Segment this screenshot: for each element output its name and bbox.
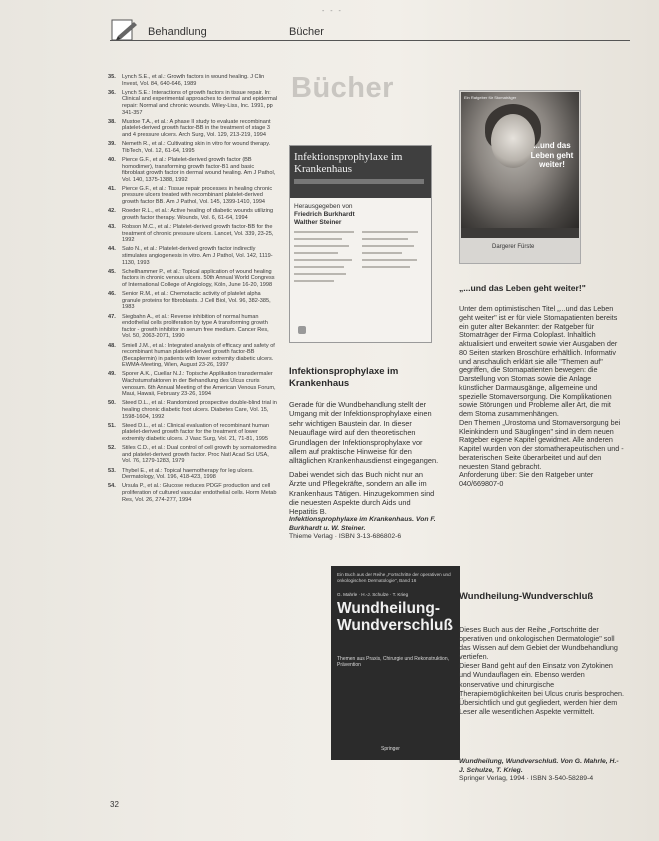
reference-item [108,483,278,503]
reference-number: 47. [108,313,116,320]
reference-item [108,343,278,369]
cover-text-line [362,238,408,240]
reference-text: Schellhammer P., et al.: Topical application of wound healing factors in chronic venous ulcers. 50th Annual World Congress of International College of Angiology, Köln, June 16-20, 1998 [122,268,275,288]
cover-authors: G. Mahrle · H.-J. Schulze · T. Krieg [337,592,409,597]
reference-text: Nemeth R., et al.: Cultivating skin in vitro for wound therapy. TibTech, Vol. 12, 61-64, 1995 [122,141,271,154]
reference-number: 49. [108,371,116,378]
cover-text-line [362,259,417,261]
reference-text: Thybel E., et al.: Topical haemotherapy for leg ulcers. Dermatology, Vol. 196, 418-423, 1998 [122,467,254,481]
reference-number: 45. [108,268,116,275]
cover-text-line [294,238,342,240]
reference-number: 53. [108,467,116,474]
reference-text: Smiell J.M., et al.: Integrated analysis of efficacy and safety of recombinant human platelet-derived growth factor-BB (Becaplermin) in patients with lower extremity diabetic ulcers. EWMA-Meeting, Wien, August 23-26, 1997 [122,342,275,369]
reference-text: Sporer A.K., Cuellar N.J.: Topische Applikation transdermaler Wachstumsfaktoren in der Behandlung des Ulcus cruris venosum. 6th Annual Meeting of the American Venous Forum, Maui, Hawaii, February 23-26, 1994 [122,371,276,398]
cover-text-line [294,266,344,268]
cover-title: Wundheilung-Wundverschluß [337,600,453,634]
cover-text-line [294,259,352,261]
reference-item [108,157,278,183]
header-divider [110,40,630,41]
reference-text: Senior R.M., et al.: Chemotactic activity of platelet alpha granule proteins for fibroblasts. J Cell Biol, Vol. 96, 382-385, 1983 [122,291,271,311]
cover-text-line [362,231,418,233]
reference-item [108,208,278,221]
reference-number: 35. [108,74,116,80]
article-body: Unter dem optimistischen Titel „...und das Leben geht weiter" ist er für viele Stomapatienten bereits ein guter alter Bekannter: der Ratgeber für Stomaträger der Firma Coloplast. Inhaltlich aktualisiert und erweitert sowie vier Ausgaben der 80 Seiten starken Broschüre erhältlich. Informativ und anschaulich erklärt sie alle "Themen auf" gegriffen, die Stomapatienten bewegen: die Darstellung von Stomas sowie die Anlage künstlicher Darmausgänge, allgemeine und spezielle Stomaversorgung. Die Komplikationen sowie Störungen und Probleme aller Art, die mit dem Stoma zusammenhängen. Den Themen „Urostoma und Stomaversorgung bei Kleinkindern und Säuglingen" sind in dem neuen Ratgeber eigene Kapitel gewidmet. Alle anderen Kapitel wurden von der stomatherapeutischen und -beraterischen Seite überarbeitet und auf den neuesten Stand gebracht. Anforderung über: Sie den Ratgeber unter 040/669807-0 [459,304,624,488]
cover-text-line [294,280,334,282]
cover-publisher: Dargerer Fürste [492,244,535,250]
book-cover-wundheilung [331,566,460,760]
reference-text: Siegbahn A., et al.: Reverse inhibition of normal human endothelial cells proliferation by type A transforming growth factor - growth inhibitor in serum free medium. Cancer Res, Vol. 50, 2063-2071, 1990 [122,313,269,340]
reference-item [108,468,278,481]
cover-title: Infektionsprophylaxe im Krankenhaus [294,151,403,175]
reference-item [108,291,278,311]
cover-text-line [362,266,410,268]
reference-text: Steed D.L., et al.: Clinical evaluation of recombinant human platelet-derived growth factor for the treatment of lower extremity diabetic ulcers. J Vasc Surg, Vol. 21, 71-81, 1995 [122,422,270,442]
reference-item [108,371,278,397]
cover-subtitle-bar [294,179,424,184]
reference-text: Pierce G.F., et al.: Platelet-derived growth factor (BB homodimer), transforming growth factor-B1 and basic fibroblast growth factor in dermal wound healing. Am J Pathol, Vol. 140, 1375-1388, 1992 [122,156,276,183]
section-title: Bücher [291,72,394,104]
reference-text: Roeder R.L., et al.: Active healing of diabetic wounds utilizing growth factor therapy. Wounds, Vol. 6, 61-64, 1994 [122,208,274,221]
cover-text-line [294,273,346,275]
article-body: Gerade für die Wundbehandlung stellt der Umgang mit der Infektionsprophylaxe einen sehr wichtigen Baustein dar. In dieser Neuauflage wird auf den theoretischen Grundlagen der Infektionsprophylaxe vor allem auf praktische Hinweise für den alltäglichen Krankenhausdienst eingegangen. Dabei wendet sich das Buch nicht nur an Ärzte und Pflegekräfte, sondern an alle im Krankenhaus Tätigen. Hinzugekommen sind die neuesten Aspekte durch Aids und Hepatitis B. [289,400,439,517]
cover-subtitle: Themen aus Praxis, Chirurgie und Rekonstruktion, Prävention [337,656,449,668]
cover-text-line [294,231,354,233]
header-section-label: Bücher [289,26,324,38]
cover-bar [461,228,579,238]
reference-text: Lynch S.E., et al.: Growth factors in wound healing. J Clin Invest, Vol. 84, 640-646, 1989 [122,74,265,87]
reference-number: 42. [108,208,116,215]
header-dots: - - - [322,8,343,15]
reference-number: 40. [108,156,116,163]
publisher-logo-icon [298,326,306,334]
reference-text: Steed D.L., et al.: Randomized prospective double-blind trial in healing chronic diabetic foot ulcers. Diabetes Care, Vol. 15, 1598-1604, 1992 [122,400,277,420]
reference-number: 41. [108,185,116,192]
reference-text: Mustoe T.A., et al.: A phase II study to evaluate recombinant platelet-derived growth factor-BB in the treatment of stage 3 and 4 pressure ulcers. Arch Surg, Vol. 129, 213-219, 1994 [122,118,271,138]
reference-number: 36. [108,89,116,96]
reference-number: 54. [108,483,116,490]
reference-text: Ursula P., et al.: Glucose reduces PDGF production and cell proliferation of cultured vascular endothelial cells. Horm Metab Res, Vol. 26, 274-277, 1994 [122,483,277,503]
article-title: Wundheilung-Wundverschluß [459,591,594,602]
reference-item [108,224,278,244]
reference-item [108,314,278,340]
reference-item [108,269,278,289]
reference-item [108,186,278,206]
reference-text: Pierce G.F., et al.: Tissue repair processes in healing chronic pressure ulcers treated with recombinant platelet-derived growth factor BB. Am J Pathol, Vol. 145, 1399-1410, 1994 [122,185,273,206]
reference-item [108,119,278,139]
reference-item [108,90,278,116]
reference-number: 51. [108,422,116,429]
cover-text-line [362,245,414,247]
cover-editors: Herausgegeben von Friedrich Burkhardt Walther Steiner [294,203,355,226]
reference-item [108,445,278,465]
book-cover-infektionsprophylaxe [289,145,432,343]
reference-item [108,246,278,266]
reference-number: 46. [108,291,116,298]
pencil-icon [110,18,140,42]
reference-text: Stiles C.D., et al.: Dual control of cell growth by somatomedins and platelet-derived growth factor. Proc Natl Acad Sci USA, Vol. 76, 1279-1283, 1979 [122,445,277,465]
reference-text: Sato N., et al.: Platelet-derived growth factor indirectly stimulates angiogenesis in vitro. Am J Pathol, Vol. 142, 1119-1130, 1993 [122,246,273,266]
reference-number: 38. [108,118,116,125]
cover-series: Ein Buch aus der Reihe „Fortschritte der operativen und onkologischen Dermatologie", Band 16 [337,572,451,583]
reference-number: 48. [108,342,116,349]
reference-text: Lynch S.E.: Interactions of growth factors in tissue repair. In: Clinical and experimental approaches to dermal and epidermal repair: Normal and chronic wounds. Wiley-Liss, Inc. 1991, pp 341-357 [122,89,278,116]
cover-text-line [294,252,338,254]
reference-item [108,423,278,443]
reference-text: Robson M.C., et al.: Platelet-derived growth factor-BB for the treatment of chronic pressure ulcers. Lancet, Vol. 339, 23-25, 1992 [122,224,274,244]
article-title: Infektionsprophylaxe im Krankenhaus [289,366,399,389]
page-number: 32 [110,800,119,809]
article-title: „...und das Leben geht weiter!" [459,283,586,293]
reference-number: 50. [108,400,116,407]
reference-number: 39. [108,141,116,148]
reference-item [108,74,278,87]
reference-number: 43. [108,224,116,231]
reference-number: 44. [108,246,116,253]
cover-text-line [294,245,349,247]
cover-tagline: ...und das Leben geht weiter! [530,141,574,169]
cover-topline: Ein Ratgeber für Stomaträger [464,95,517,100]
cover-text-line [362,252,402,254]
reference-item [108,141,278,154]
header-section-label: Behandlung [148,26,207,38]
book-cover-leben-geht-weiter [459,90,581,264]
reference-number: 52. [108,445,116,452]
cover-publisher: Springer [381,746,400,752]
article-body: Dieses Buch aus der Reihe „Fortschritte der operativen und onkologischen Dermatologie" soll das Wissen auf dem Gebiet der Wundbehandlung vertiefen. Dieser Band geht auf den Einsatz von Zytokinen und Wundauflagen ein. Ebenso werden konservative und chirurgische Therapiemöglichkeiten bei Ulcus cruris besprochen. Übersichtlich und gut gegliedert, werden hier dem Leser alle wesentlichen Aspekte vermittelt. [459,625,624,716]
book-reference: Wundheilung, Wundverschluß. Von G. Mahrle, H.-J. Schulze, T. Krieg. Springer Verlag, 1994 · ISBN 3-540-58289-4 [459,758,619,783]
reference-list [108,74,278,506]
book-reference: Infektionsprophylaxe im Krankenhaus. Von F. Burkhardt u. W. Steiner. Thieme Verlag · ISBN 3-13-686802-6 [289,516,436,540]
reference-item [108,400,278,420]
